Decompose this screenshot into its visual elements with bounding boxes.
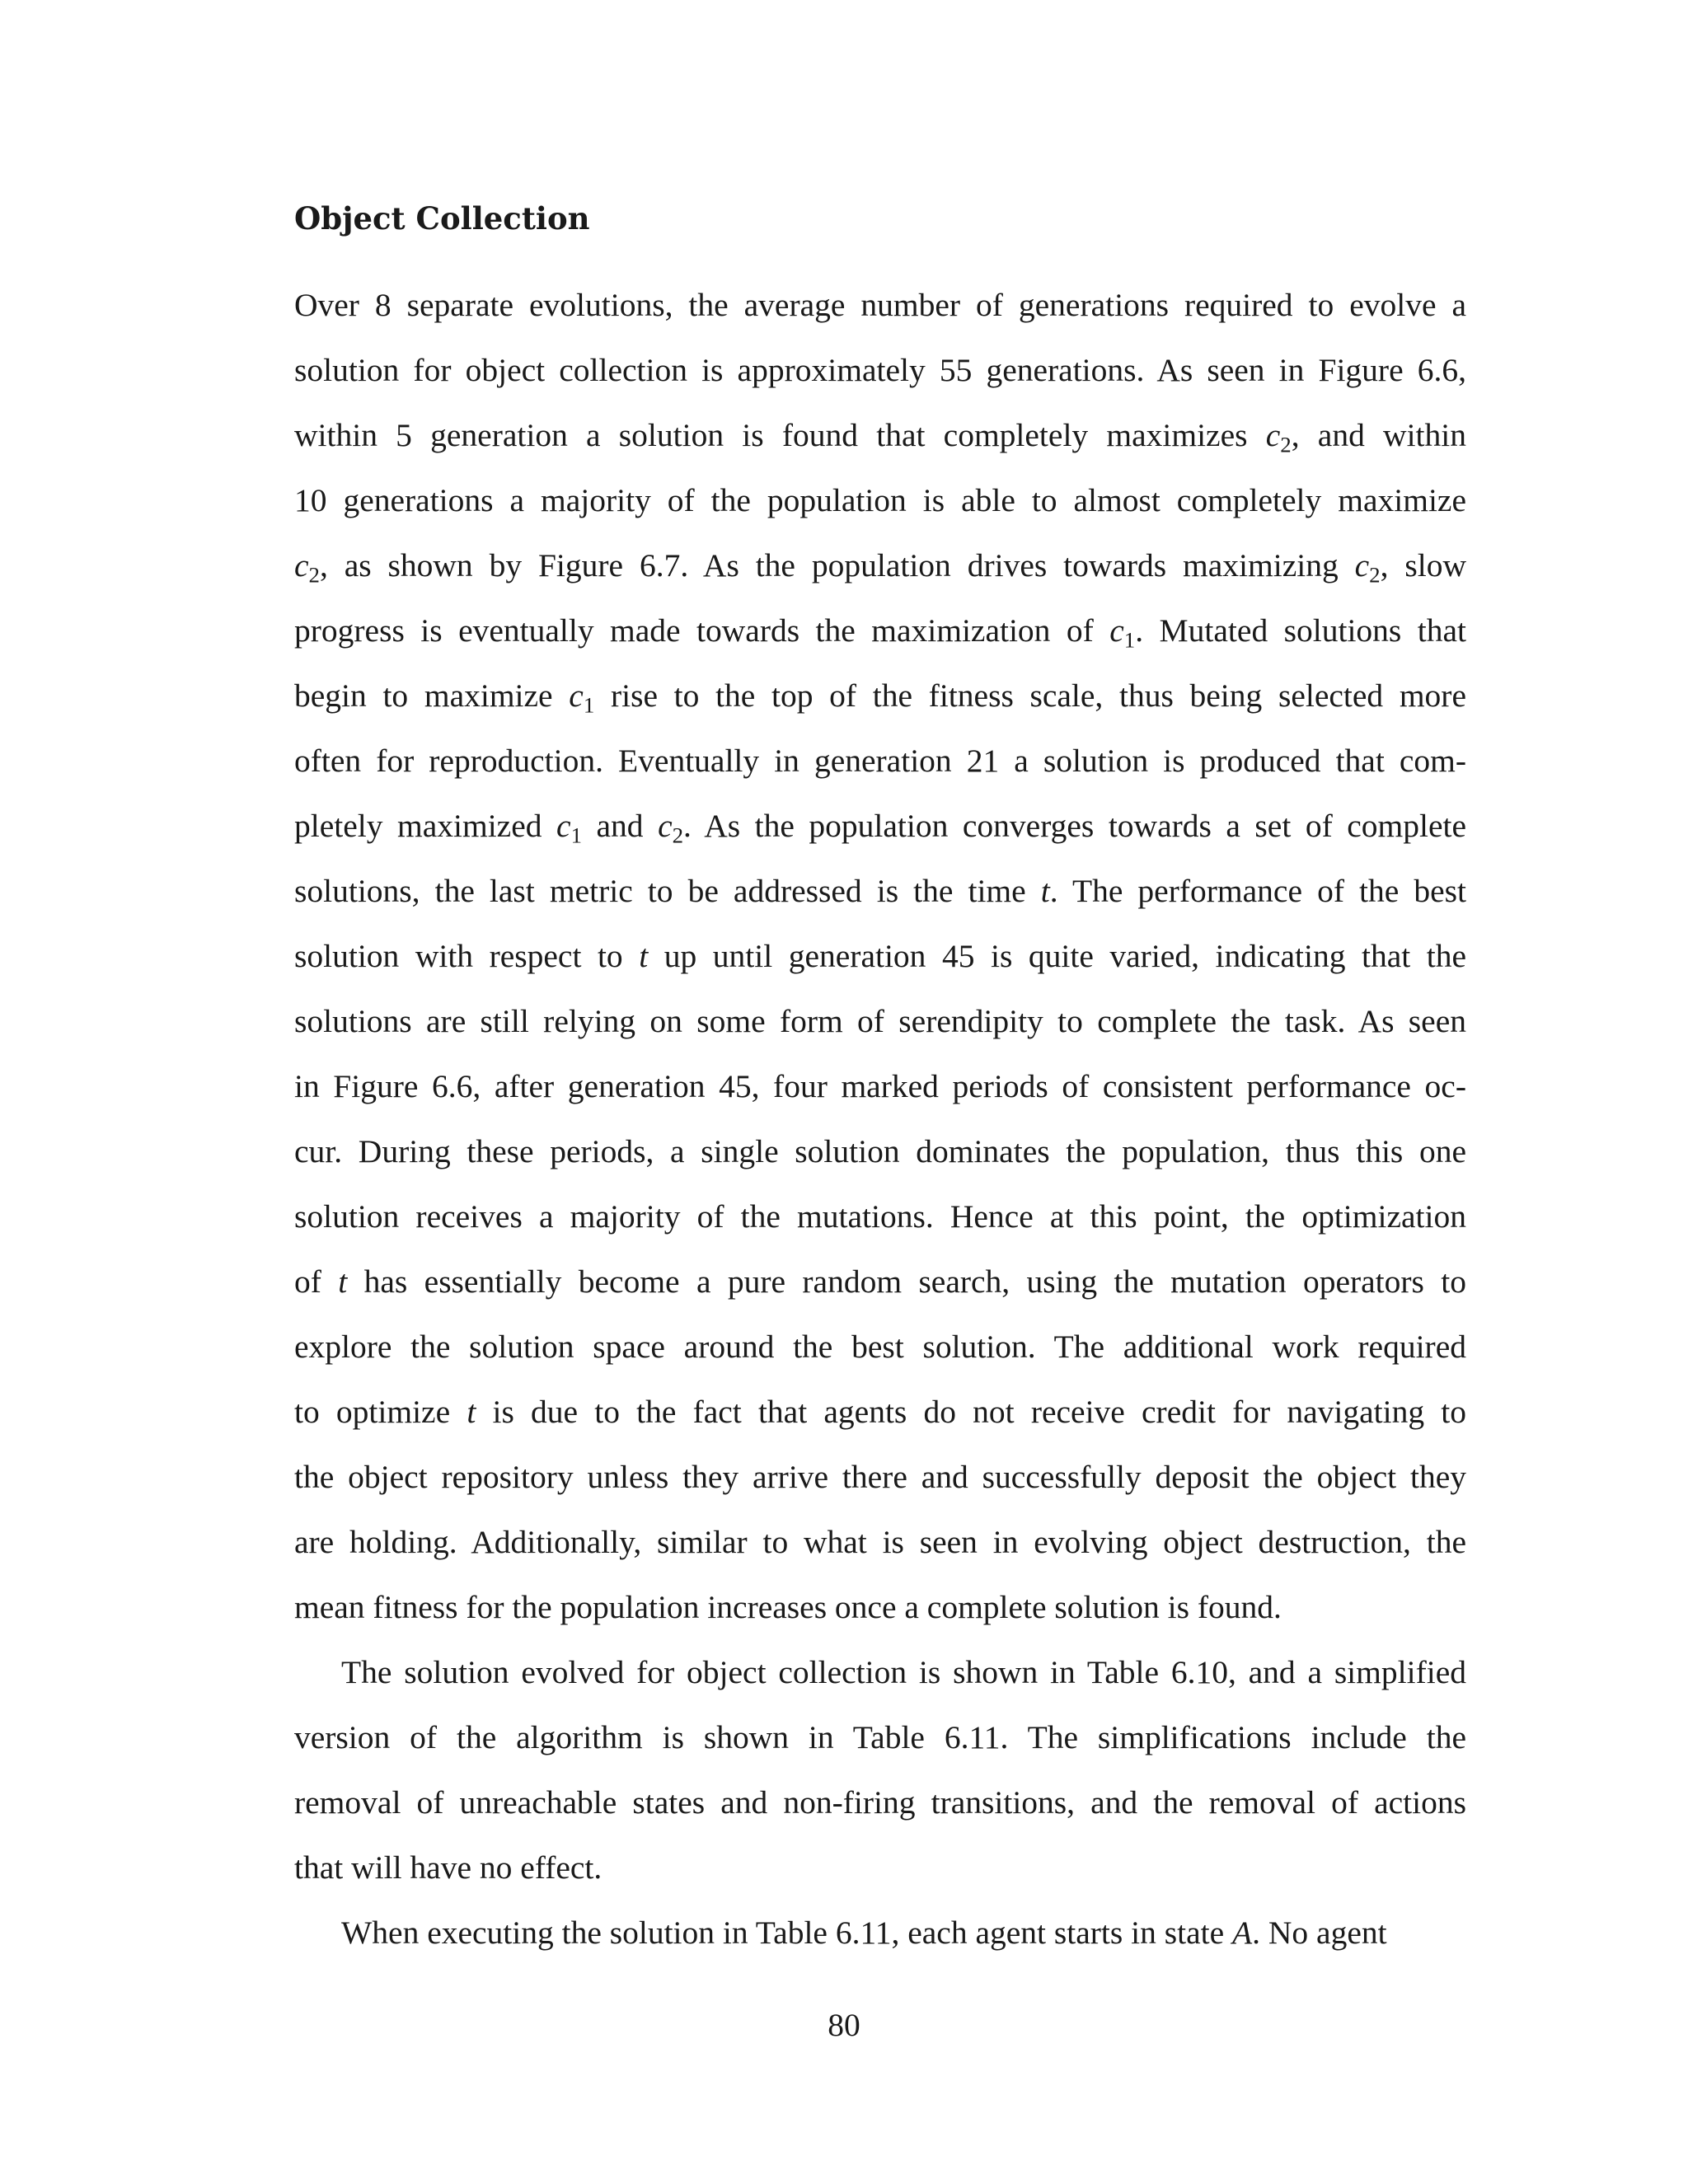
text-segment: mean fitness for the population increases once a complete solution is found. <box>294 1589 1282 1625</box>
text-segment: , as shown by Figure 6.7. As the population drives towards maximizing <box>319 547 1355 583</box>
text-segment: has essentially become a pure random search, using the mutation operators to <box>347 1263 1467 1300</box>
text-line <box>294 1847 1466 1912</box>
text-segment: . No agent <box>1252 1915 1387 1951</box>
text-segment: When executing the solution in Table 6.11, each agent starts in state <box>341 1915 1232 1951</box>
math-symbol: t <box>639 938 649 974</box>
math-subscript: 1 <box>1123 627 1136 653</box>
text-line <box>294 805 1466 870</box>
text-segment: progress is eventually made towards the maximization of <box>294 612 1110 649</box>
text-line <box>294 1521 1466 1586</box>
text-segment: , and within <box>1291 417 1466 453</box>
math-symbol: t <box>467 1394 476 1430</box>
text-segment: solution for object collection is approximately 55 generations. As seen in Figure 6.6, <box>294 352 1466 388</box>
math-symbol: $c_1$ <box>1109 612 1136 653</box>
text-segment: solution receives a majority of the mutations. Hence at this point, the optimization <box>294 1198 1466 1235</box>
math-symbol: t <box>1040 873 1050 909</box>
text-segment: solutions are still relying on some form of serendipity to complete the task. As seen <box>294 1003 1466 1039</box>
text-line <box>294 1066 1466 1131</box>
text-segment: Over 8 separate evolutions, the average number of generations required to evolve a <box>294 287 1466 323</box>
text-line <box>294 349 1466 415</box>
text-line <box>294 675 1466 740</box>
text-line <box>294 284 1466 349</box>
text-segment: explore the solution space around the best solution. The additional work required <box>294 1329 1466 1365</box>
text-segment: 10 generations a majority of the population is able to almost completely maximize <box>294 482 1466 518</box>
text-line <box>294 480 1466 545</box>
text-segment: and <box>582 808 659 844</box>
text-segment: solution with respect to <box>294 938 640 974</box>
text-segment: the object repository unless they arrive there and successfully deposit the object they <box>294 1459 1466 1495</box>
text-line <box>294 1912 1466 1977</box>
text-line <box>294 1001 1466 1066</box>
text-segment: often for reproduction. Eventually in generation 21 a solution is produced that com- <box>294 743 1466 779</box>
text-segment: cur. During these periods, a single solution dominates the population, thus this one <box>294 1133 1466 1169</box>
math-subscript: 1 <box>583 692 595 718</box>
text-segment: solutions, the last metric to be addressed is the time <box>294 873 1041 909</box>
text-line <box>294 740 1466 805</box>
text-segment: within 5 generation a solution is found that completely maximizes <box>294 417 1266 453</box>
text-segment: is due to the fact that agents do not receive credit for navigating to <box>476 1394 1467 1430</box>
math-symbol: t <box>338 1263 348 1300</box>
text-line <box>294 1326 1466 1391</box>
text-segment: version of the algorithm is shown in Table 6.11. The simplifications include the <box>294 1719 1466 1755</box>
text-line <box>294 935 1466 1001</box>
text-line <box>294 415 1466 480</box>
text-segment: pletely maximized <box>294 808 557 844</box>
text-line <box>294 1652 1466 1717</box>
math-subscript: 2 <box>308 562 320 588</box>
text-segment: rise to the top of the fitness scale, thus being selected more <box>594 677 1466 714</box>
text-line <box>294 1586 1466 1652</box>
body-text <box>294 284 1466 1977</box>
math-symbol: $c_1$ <box>556 808 582 848</box>
text-line <box>294 610 1466 675</box>
text-segment: begin to maximize <box>294 677 570 714</box>
math-subscript: 2 <box>1369 562 1381 588</box>
text-segment: . Mutated solutions that <box>1135 612 1466 649</box>
text-line <box>294 1391 1466 1456</box>
math-symbol: A <box>1232 1915 1253 1951</box>
text-line <box>294 1261 1466 1326</box>
text-segment: are holding. Additionally, similar to what is seen in evolving object destruction, the <box>294 1524 1466 1560</box>
text-segment: that will have no effect. <box>294 1849 603 1886</box>
math-symbol: $c_2$ <box>658 808 684 848</box>
text-segment: in Figure 6.6, after generation 45, four marked periods of consistent performance oc- <box>294 1068 1466 1104</box>
text-line <box>294 1131 1466 1196</box>
text-line <box>294 1782 1466 1847</box>
math-subscript: 2 <box>672 823 684 848</box>
text-segment: The solution evolved for object collection is shown in Table 6.10, and a simplified <box>341 1654 1466 1690</box>
text-segment: up until generation 45 is quite varied, indicating that the <box>648 938 1467 974</box>
page-number: 80 <box>828 2007 860 2043</box>
math-symbol: $c_2$ <box>1265 417 1292 457</box>
text-segment: removal of unreachable states and non-firing transitions, and the removal of actions <box>294 1784 1466 1821</box>
math-subscript: 2 <box>1280 432 1292 457</box>
text-segment: to optimize <box>294 1394 467 1430</box>
text-segment: , slow <box>1380 547 1466 583</box>
text-segment: . The performance of the best <box>1049 873 1466 909</box>
text-segment: . As the population converges towards a set of complete <box>683 808 1466 844</box>
text-line <box>294 545 1466 610</box>
text-line <box>294 870 1466 935</box>
text-segment: of <box>294 1263 339 1300</box>
math-symbol: $c_2$ <box>1354 547 1381 588</box>
text-line <box>294 1717 1466 1782</box>
math-symbol: $c_2$ <box>294 547 320 588</box>
text-line <box>294 1196 1466 1261</box>
math-subscript: 1 <box>570 823 582 848</box>
text-line <box>294 1456 1466 1521</box>
section-heading: Object Collection <box>294 200 590 237</box>
math-symbol: $c_1$ <box>569 677 595 718</box>
